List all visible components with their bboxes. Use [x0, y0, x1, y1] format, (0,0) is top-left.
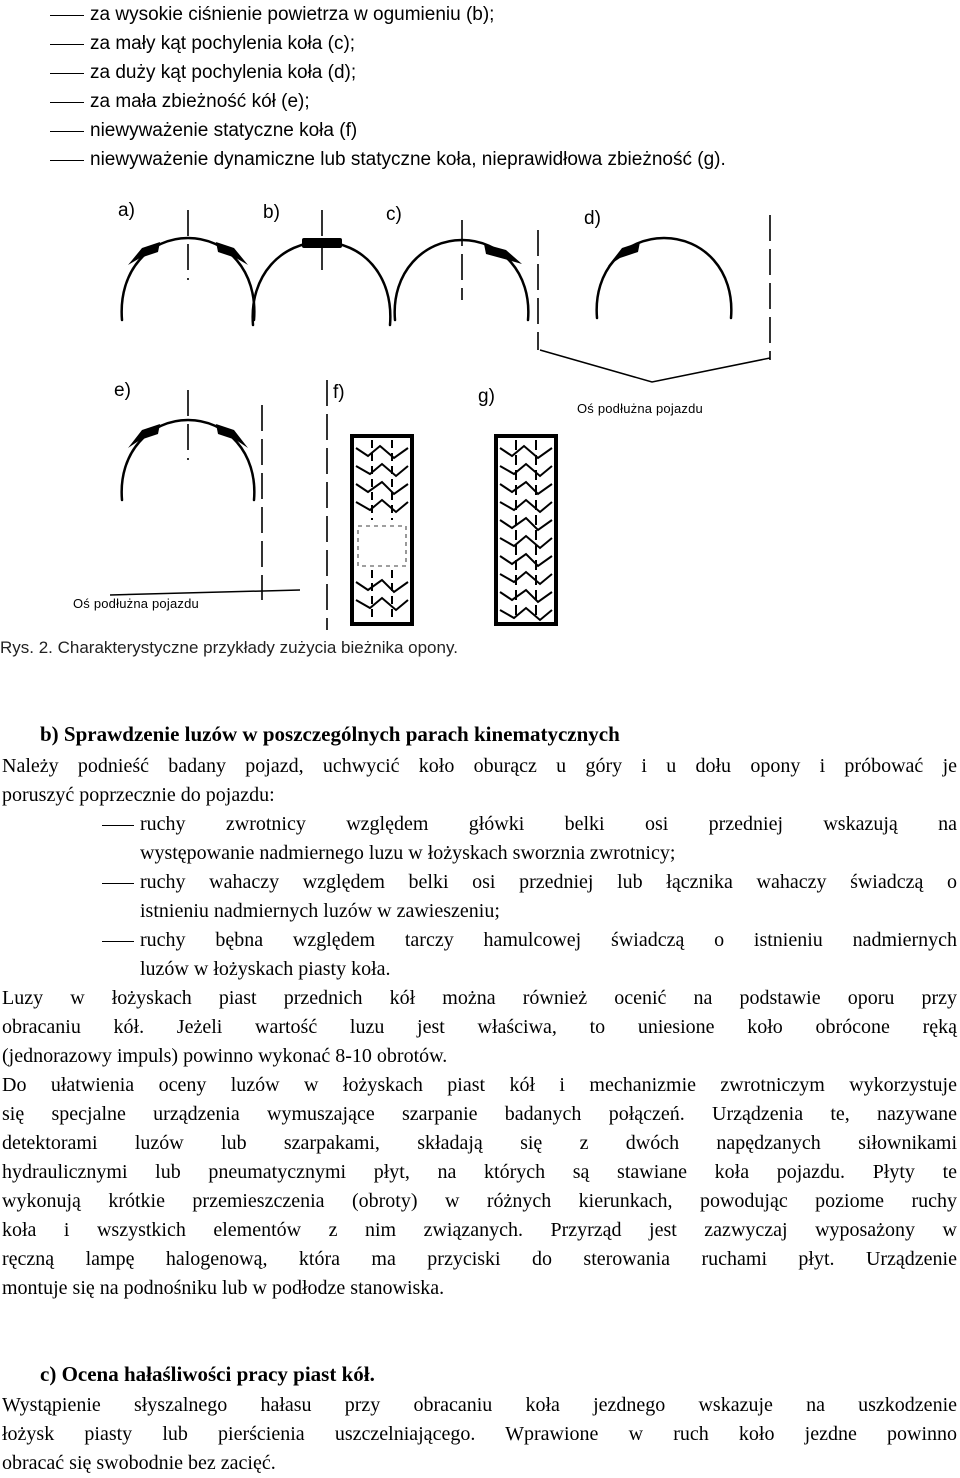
text-line: Luzy w łożyskach piast przednich kół można również ocenić na podstawie oporu przy: [2, 987, 957, 1009]
text-line: się specjalne urządzenia wymuszające szarpanie badanych połączeń. Urządzenia te, nazywane: [2, 1103, 957, 1125]
list-item: [102, 868, 957, 926]
wear-mark-e-right: [216, 424, 248, 448]
text-line: występowanie nadmiernego luzu w łożyskach sworznia zwrotnicy;: [140, 842, 676, 864]
wear-mark-a-right: [216, 242, 248, 265]
list-item: [102, 926, 957, 984]
tire-wear-drawing: [0, 190, 960, 640]
text-line: ręczną lampę halogenową, która ma przyciski do sterowania ruchami płyt. Urządzenie: [2, 1248, 957, 1270]
axis-label-e: Oś podłużna pojazdu: [73, 596, 199, 611]
text-line: detektorami luzów lub szarpakami, składają się z dwóch napędzanych siłownikami: [2, 1132, 957, 1154]
text-line: Wystąpienie słyszalnego hałasu przy obracaniu koła jezdnego wskazuje na uszkodzenie: [2, 1394, 957, 1416]
figure-label-d: d): [584, 208, 601, 229]
figure-label-b: b): [263, 202, 280, 223]
text-line: luzów w łożyskach piasty koła.: [140, 958, 391, 980]
text-line: wykonują krótkie przemieszczenia (obroty) w różnych kierunkach, powodując poziome ruchy: [2, 1190, 957, 1212]
text-line: ruchy zwrotnicy względem główki belki osi przedniej wskazują na: [140, 813, 957, 835]
text-line: koła i wszystkich elementów z nim związanych. Przyrząd jest zazwyczaj wyposażony w: [2, 1219, 957, 1241]
wear-mark-c: [484, 244, 522, 264]
figure-label-e: e): [114, 380, 131, 401]
list-item: niewyważenie statyczne koła (f): [50, 116, 930, 145]
tread-strip-f: [352, 436, 412, 624]
text-line: hydraulicznymi lub pneumatycznymi płyt, na których są stawiane koła pojazdu. Płyty te: [2, 1161, 957, 1183]
section-b-intro: [2, 752, 957, 810]
text-line: (jednorazowy impuls) powinno wykonać 8-10 obrotów.: [2, 1045, 448, 1067]
text-line: poruszyć poprzecznie do pojazdu:: [2, 784, 275, 806]
section-b-checks: [102, 810, 957, 984]
figure-caption: Rys. 2. Charakterystyczne przykłady zużycia bieżnika opony.: [0, 638, 458, 657]
text-line: istnieniu nadmiernych luzów w zawieszeniu;: [140, 900, 500, 922]
text-line: obracać się swobodnie bez zacięć.: [2, 1452, 276, 1474]
wear-mark-e-left: [128, 424, 160, 448]
section-c-paragraph: [2, 1391, 957, 1478]
list-item: za mała zbieżność kół (e);: [50, 87, 930, 116]
wear-causes-list: [50, 0, 930, 174]
text-line: obracaniu kół. Jeżeli wartość luzu jest właściwa, to uniesione koło obrócone ręką: [2, 1016, 957, 1038]
section-b-paragraph-3: [2, 1071, 957, 1303]
figure-label-g: g): [478, 386, 495, 407]
text-line: montuje się na podnośniku lub w podłodze stanowiska.: [2, 1277, 445, 1299]
list-item: za duży kąt pochylenia koła (d);: [50, 58, 930, 87]
text-line: Do ułatwienia oceny luzów w łożyskach piast kół i mechanizmie zwrotniczym wykorzystuje: [2, 1074, 957, 1096]
tread-strip-g: [496, 436, 556, 624]
figure-label-a: a): [118, 200, 135, 221]
figure-label-c: c): [386, 204, 402, 225]
list-item: za wysokie ciśnienie powietrza w ogumieniu (b);: [50, 0, 930, 29]
figure-label-f: f): [333, 382, 345, 403]
axis-label-d: Oś podłużna pojazdu: [577, 401, 703, 416]
section-b-heading: b) Sprawdzenie luzów w poszczególnych parach kinematycznych: [40, 722, 620, 746]
section-b-paragraph-2: [2, 984, 957, 1071]
text-line: łożysk piasty lub pierścienia uszczelniającego. Wprawione w ruch koło jezdne powinno: [2, 1423, 957, 1445]
tire-wear-figure: [0, 190, 960, 640]
tire-profile-d: [597, 238, 732, 318]
text-line: ruchy wahaczy względem belki osi przedniej lub łącznika wahaczy świadczą o: [140, 871, 957, 893]
list-item: niewyważenie dynamiczne lub statyczne koła, nieprawidłowa zbieżność (g).: [50, 145, 930, 174]
wear-mark-d: [608, 242, 640, 266]
wear-mark-a-left: [128, 242, 160, 265]
text-line: ruchy bębna względem tarczy hamulcowej świadczą o istnieniu nadmiernych: [140, 929, 957, 951]
text-line: Należy podnieść badany pojazd, uchwycić koło oburącz u góry i u dołu opony i próbować je: [2, 755, 957, 777]
list-item: za mały kąt pochylenia koła (c);: [50, 29, 930, 58]
section-c-heading: c) Ocena hałaśliwości pracy piast kół.: [40, 1362, 375, 1386]
list-item: [102, 810, 957, 868]
